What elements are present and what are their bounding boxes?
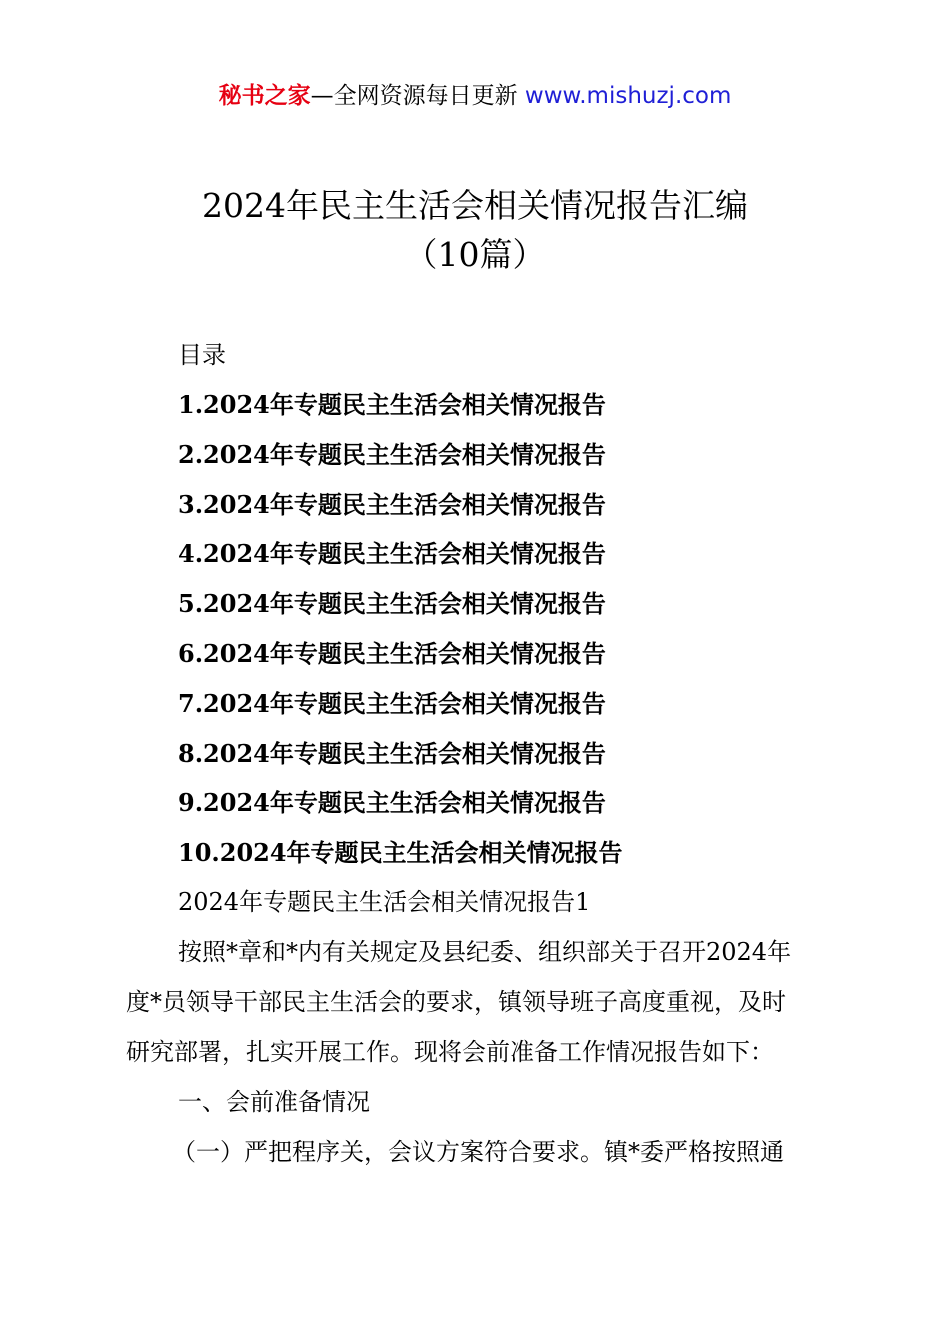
document-subtitle: （10篇）	[404, 235, 546, 274]
section-heading: 一、会前准备情况	[178, 1088, 370, 1116]
toc-item[interactable]: 7.2024年专题民主生活会相关情况报告	[178, 688, 606, 718]
toc-heading: 目录	[178, 341, 226, 369]
toc-item[interactable]: 1.2024年专题民主生活会相关情况报告	[178, 390, 606, 419]
document-title: 2024年民主生活会相关情况报告汇编	[202, 186, 748, 225]
toc-item[interactable]: 10.2024年专题民主生活会相关情况报告	[178, 838, 623, 868]
toc-item[interactable]: 3.2024年专题民主生活会相关情况报告	[178, 489, 606, 519]
toc-item[interactable]: 8.2024年专题民主生活会相关情况报告	[178, 738, 606, 768]
paragraph-line: 研究部署，扎实开展工作。现将会前准备工作情况报告如下：	[126, 1038, 774, 1066]
toc-item[interactable]: 4.2024年专题民主生活会相关情况报告	[178, 539, 606, 569]
header-brand: 秘书之家	[218, 83, 311, 109]
toc-item[interactable]: 2.2024年专题民主生活会相关情况报告	[178, 439, 606, 469]
article-title: 2024年专题民主生活会相关情况报告1	[178, 888, 591, 916]
paragraph-line: 度*员领导干部民主生活会的要求，镇领导班子高度重视，及时	[126, 988, 786, 1016]
page-header	[0, 80, 950, 112]
subsection-line: （一）严把程序关，会议方案符合要求。镇*委严格按照通	[172, 1138, 784, 1166]
header-url-link[interactable]: www.mishuzj.com	[517, 83, 732, 109]
toc-item[interactable]: 9.2024年专题民主生活会相关情况报告	[178, 788, 606, 818]
toc-item[interactable]: 5.2024年专题民主生活会相关情况报告	[178, 589, 606, 619]
paragraph-line: 按照*章和*内有关规定及县纪委、组织部关于召开2024年	[178, 938, 792, 966]
toc-item[interactable]: 6.2024年专题民主生活会相关情况报告	[178, 638, 606, 668]
table-of-contents	[178, 388, 623, 886]
header-tagline: —全网资源每日更新	[310, 83, 518, 109]
